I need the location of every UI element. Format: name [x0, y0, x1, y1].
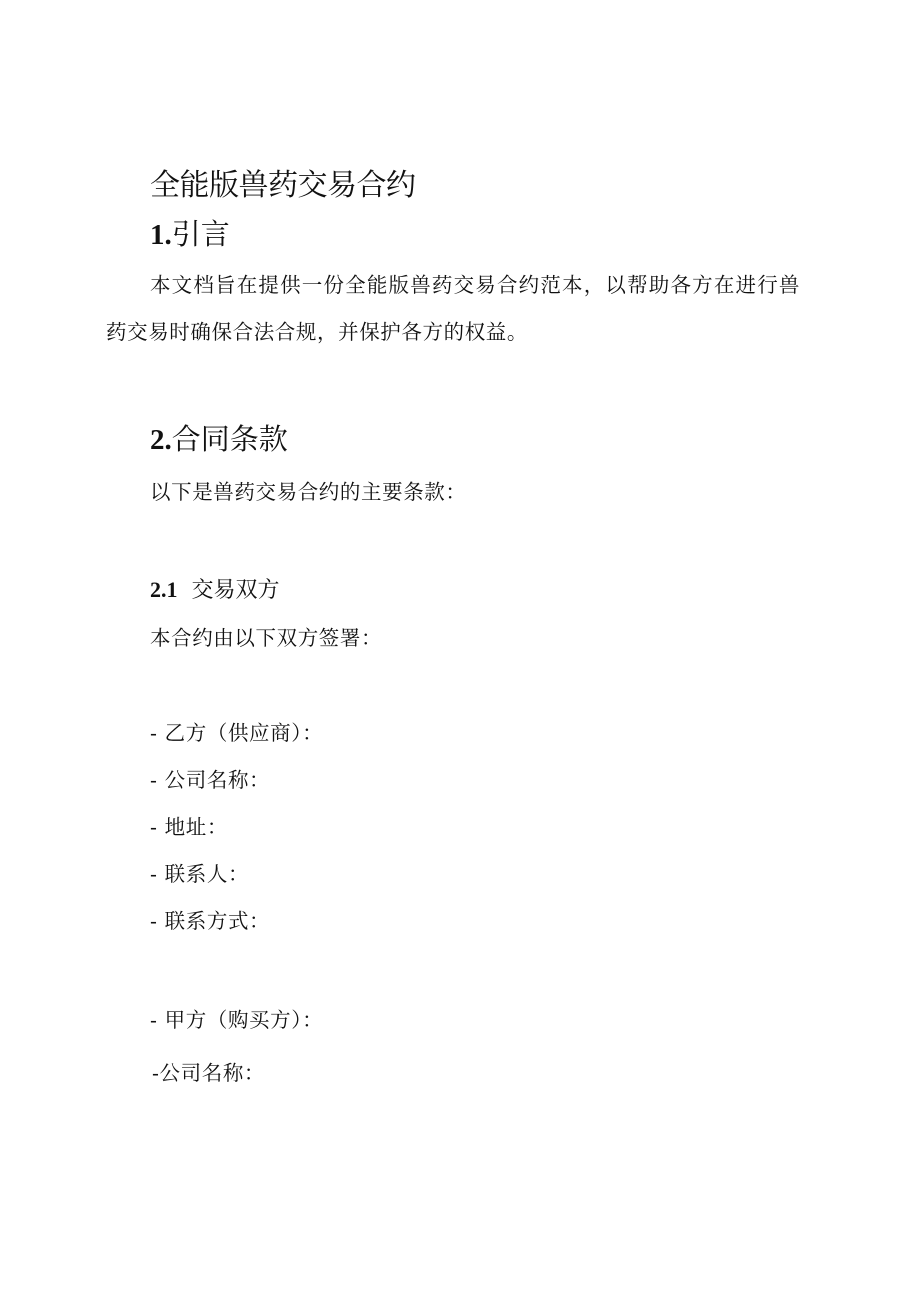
section-heading-intro	[150, 213, 230, 256]
section-title: 合同条款	[171, 422, 288, 456]
party-a-company-name: -公司名称：	[152, 1061, 266, 1085]
subsection-number: 2.1	[150, 577, 178, 602]
document-title: 全能版兽药交易合约	[150, 168, 416, 203]
party-b-address: - 地址：	[150, 815, 228, 839]
party-a-header: - 甲方（购买方）：	[150, 1008, 324, 1032]
party-b-contact-person: - 联系人：	[150, 862, 250, 886]
intro-paragraph: 本文档旨在提供一份全能版兽药交易合约范本，以帮助各方在进行兽药交易时确保合法合规，并保护各方的权益。	[106, 273, 800, 344]
subsection-title: 交易双方	[191, 578, 280, 603]
section-number: 1.	[150, 219, 172, 251]
subsection-heading-parties	[150, 574, 280, 607]
party-b-company-name: - 公司名称：	[150, 768, 271, 792]
terms-intro: 以下是兽药交易合约的主要条款：	[150, 480, 467, 504]
section-number: 2.	[150, 424, 172, 456]
section-title: 引言	[171, 217, 230, 251]
party-b-contact-info: - 联系方式：	[150, 909, 271, 933]
section-heading-terms	[150, 418, 288, 461]
party-b-header: - 乙方（供应商）：	[150, 721, 324, 745]
parties-intro: 本合约由以下双方签署：	[150, 626, 383, 650]
